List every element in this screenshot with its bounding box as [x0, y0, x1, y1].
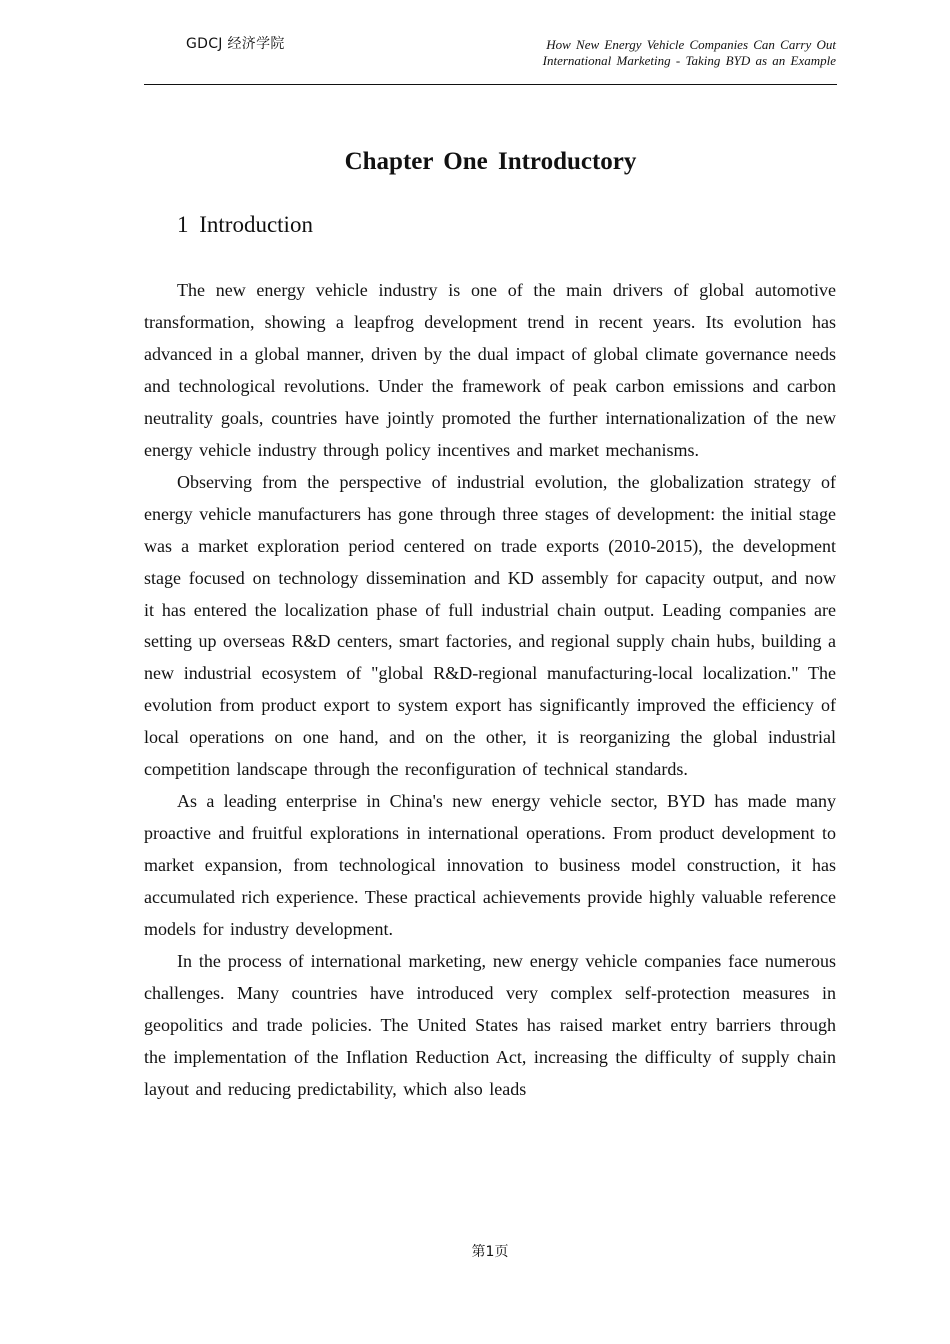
section-heading: 1 Introduction: [177, 212, 313, 237]
paragraph-2: Observing from the perspective of industrial evolution, the globalization strategy of energy vehicle manufacturers has gone through three stages of development: the initial stage was a market exploration period centered on trade exports (2010-2015), the development stage focused on technology dissemination and KD assembly for capacity output, and now it has entered the localization phase of full industrial chain output. Leading companies are setting up overseas R&D centers, smart factories, and regional supply chain hubs, building a new industrial ecosystem of "global R&D-regional manufacturing-local localization." The evolution from product export to system export has significantly improved the efficiency of local operations on one hand, and on the other, it is reorganizing the global industrial competition landscape through the reconfiguration of technical standards.: [144, 471, 836, 780]
paragraph-1: The new energy vehicle industry is one of the main drivers of global automotive transformation, showing a leapfrog development trend in recent years. Its evolution has advanced in a global manner, driven by the dual impact of global climate governance needs and technological revolutions. Under the framework of peak carbon emissions and carbon neutrality goals, countries have jointly promoted the further internationalization of the new energy vehicle industry through policy incentives and market mechanisms.: [144, 280, 836, 460]
header-divider: [144, 84, 837, 85]
page-number: 第1页: [471, 1244, 509, 1260]
paragraph-4: In the process of international marketing, new energy vehicle companies face numerous challenges. Many countries have introduced very complex self-protection measures in geopolitics and trade policies. The United States has raised market entry barriers through the implementation of the Inflation Reduction Act, increasing the difficulty of supply chain layout and reducing predictability, which also leads: [144, 951, 836, 1099]
header-title-line-1: How New Energy Vehicle Companies Can Carry Out: [546, 37, 836, 52]
header-institution: GDCJ 经济学院: [186, 36, 285, 52]
chapter-title: Chapter One Introductory: [344, 148, 637, 175]
paragraph-3: As a leading enterprise in China's new energy vehicle sector, BYD has made many proactive and fruitful explorations in international operations. From product development to market expansion, from technological innovation to business model construction, it has accumulated rich experience. These practical achievements provide highly valuable reference models for industry development.: [144, 791, 836, 940]
header-title-line-2: International Marketing - Taking BYD as an Example: [542, 53, 836, 68]
body-text: [144, 275, 836, 1106]
header-paper-title: [476, 37, 836, 69]
